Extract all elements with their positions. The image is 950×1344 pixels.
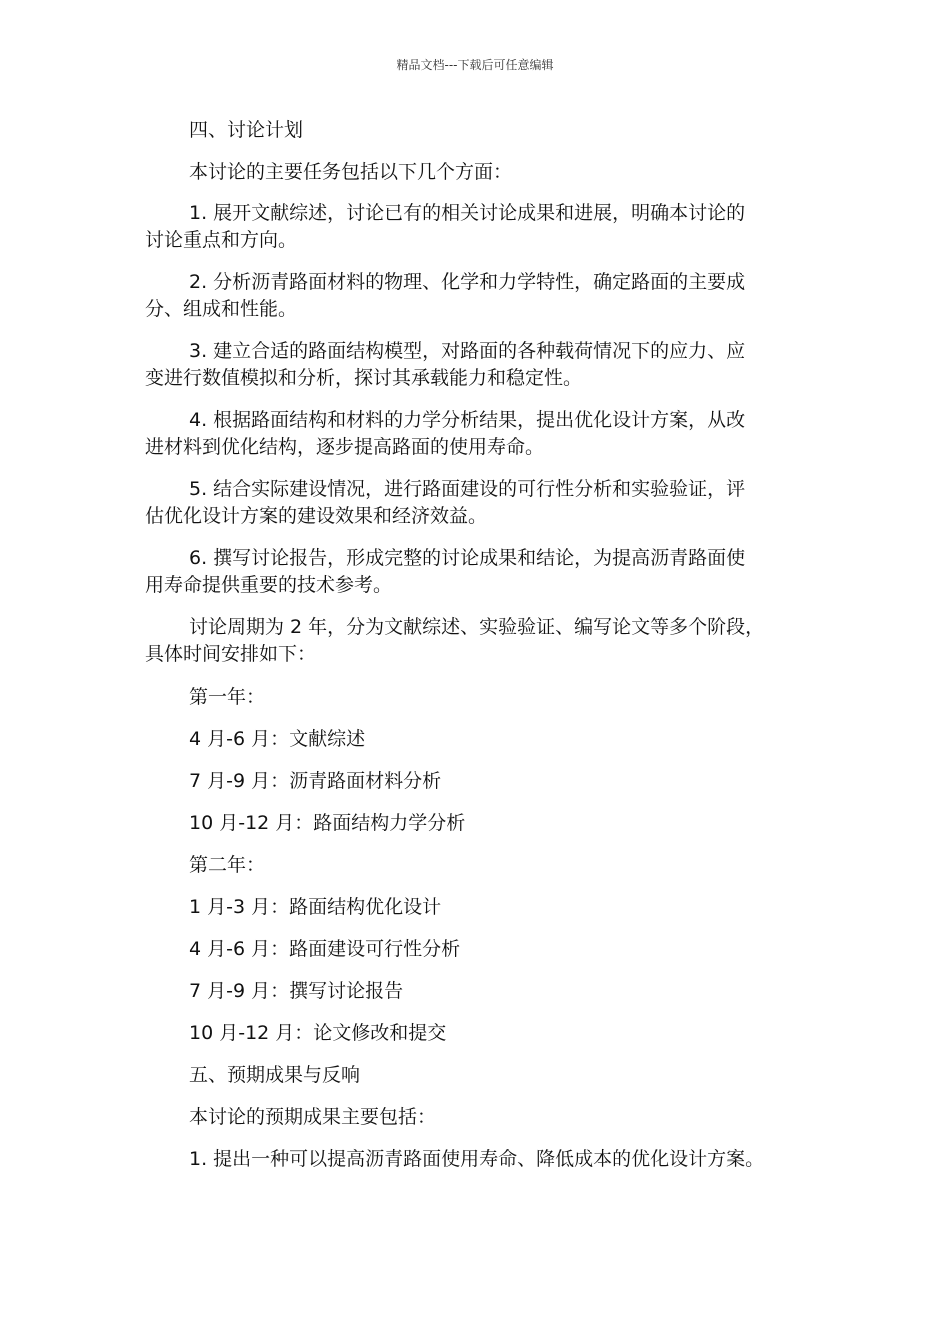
task-5-line-2: 估优化设计方案的建设效果和经济效益。 bbox=[145, 505, 488, 527]
schedule-item: 10 月-12 月：论文修改和提交 bbox=[189, 1022, 447, 1044]
schedule-item: 7 月-9 月：沥青路面材料分析 bbox=[189, 770, 442, 792]
task-item-2 bbox=[145, 269, 815, 338]
schedule-item: 10 月-12 月：路面结构力学分析 bbox=[189, 812, 466, 834]
section-5-heading: 五、预期成果与反响 bbox=[189, 1064, 361, 1086]
outcomes-intro: 本讨论的预期成果主要包括： bbox=[189, 1106, 437, 1128]
page-header: 精品文档---下载后可任意编辑 bbox=[396, 58, 554, 72]
task-item-3 bbox=[145, 338, 815, 407]
schedule-item: 4 月-6 月：路面建设可行性分析 bbox=[189, 938, 461, 960]
task-item-6 bbox=[145, 545, 815, 614]
period-line-2: 具体时间安排如下： bbox=[145, 643, 317, 665]
period-paragraph bbox=[145, 614, 815, 683]
task-6-line-2: 用寿命提供重要的技术参考。 bbox=[145, 574, 393, 596]
section-4-heading: 四、讨论计划 bbox=[189, 119, 304, 141]
task-2-line-1: 2. 分析沥青路面材料的物理、化学和力学特性，确定路面的主要成 bbox=[189, 271, 746, 293]
year-1-label: 第一年： bbox=[189, 686, 266, 708]
tasks-intro: 本讨论的主要任务包括以下几个方面： bbox=[189, 161, 513, 183]
task-item-1 bbox=[145, 200, 815, 269]
task-3-line-2: 变进行数值模拟和分析，探讨其承载能力和稳定性。 bbox=[145, 367, 583, 389]
schedule-item: 7 月-9 月：撰写讨论报告 bbox=[189, 980, 404, 1002]
task-4-line-2: 进材料到优化结构，逐步提高路面的使用寿命。 bbox=[145, 436, 545, 458]
task-6-line-1: 6. 撰写讨论报告，形成完整的讨论成果和结论，为提高沥青路面使 bbox=[189, 547, 746, 569]
period-line-1: 讨论周期为 2 年，分为文献综述、实验验证、编写论文等多个阶段， bbox=[189, 616, 765, 638]
task-item-5 bbox=[145, 476, 815, 545]
task-item-4 bbox=[145, 407, 815, 476]
task-1-line-2: 讨论重点和方向。 bbox=[145, 229, 298, 251]
task-1-line-1: 1. 展开文献综述，讨论已有的相关讨论成果和进展，明确本讨论的 bbox=[189, 202, 746, 224]
document-body bbox=[145, 116, 815, 1187]
schedule-item: 4 月-6 月：文献综述 bbox=[189, 728, 366, 750]
year-2-label: 第二年： bbox=[189, 854, 266, 876]
task-3-line-1: 3. 建立合适的路面结构模型，对路面的各种载荷情况下的应力、应 bbox=[189, 340, 746, 362]
schedule-item: 1 月-3 月：路面结构优化设计 bbox=[189, 896, 442, 918]
task-4-line-1: 4. 根据路面结构和材料的力学分析结果，提出优化设计方案，从改 bbox=[189, 409, 746, 431]
task-5-line-1: 5. 结合实际建设情况，进行路面建设的可行性分析和实验验证，评 bbox=[189, 478, 746, 500]
task-2-line-2: 分、组成和性能。 bbox=[145, 298, 298, 320]
outcome-item-1: 1. 提出一种可以提高沥青路面使用寿命、降低成本的优化设计方案。 bbox=[189, 1148, 765, 1170]
